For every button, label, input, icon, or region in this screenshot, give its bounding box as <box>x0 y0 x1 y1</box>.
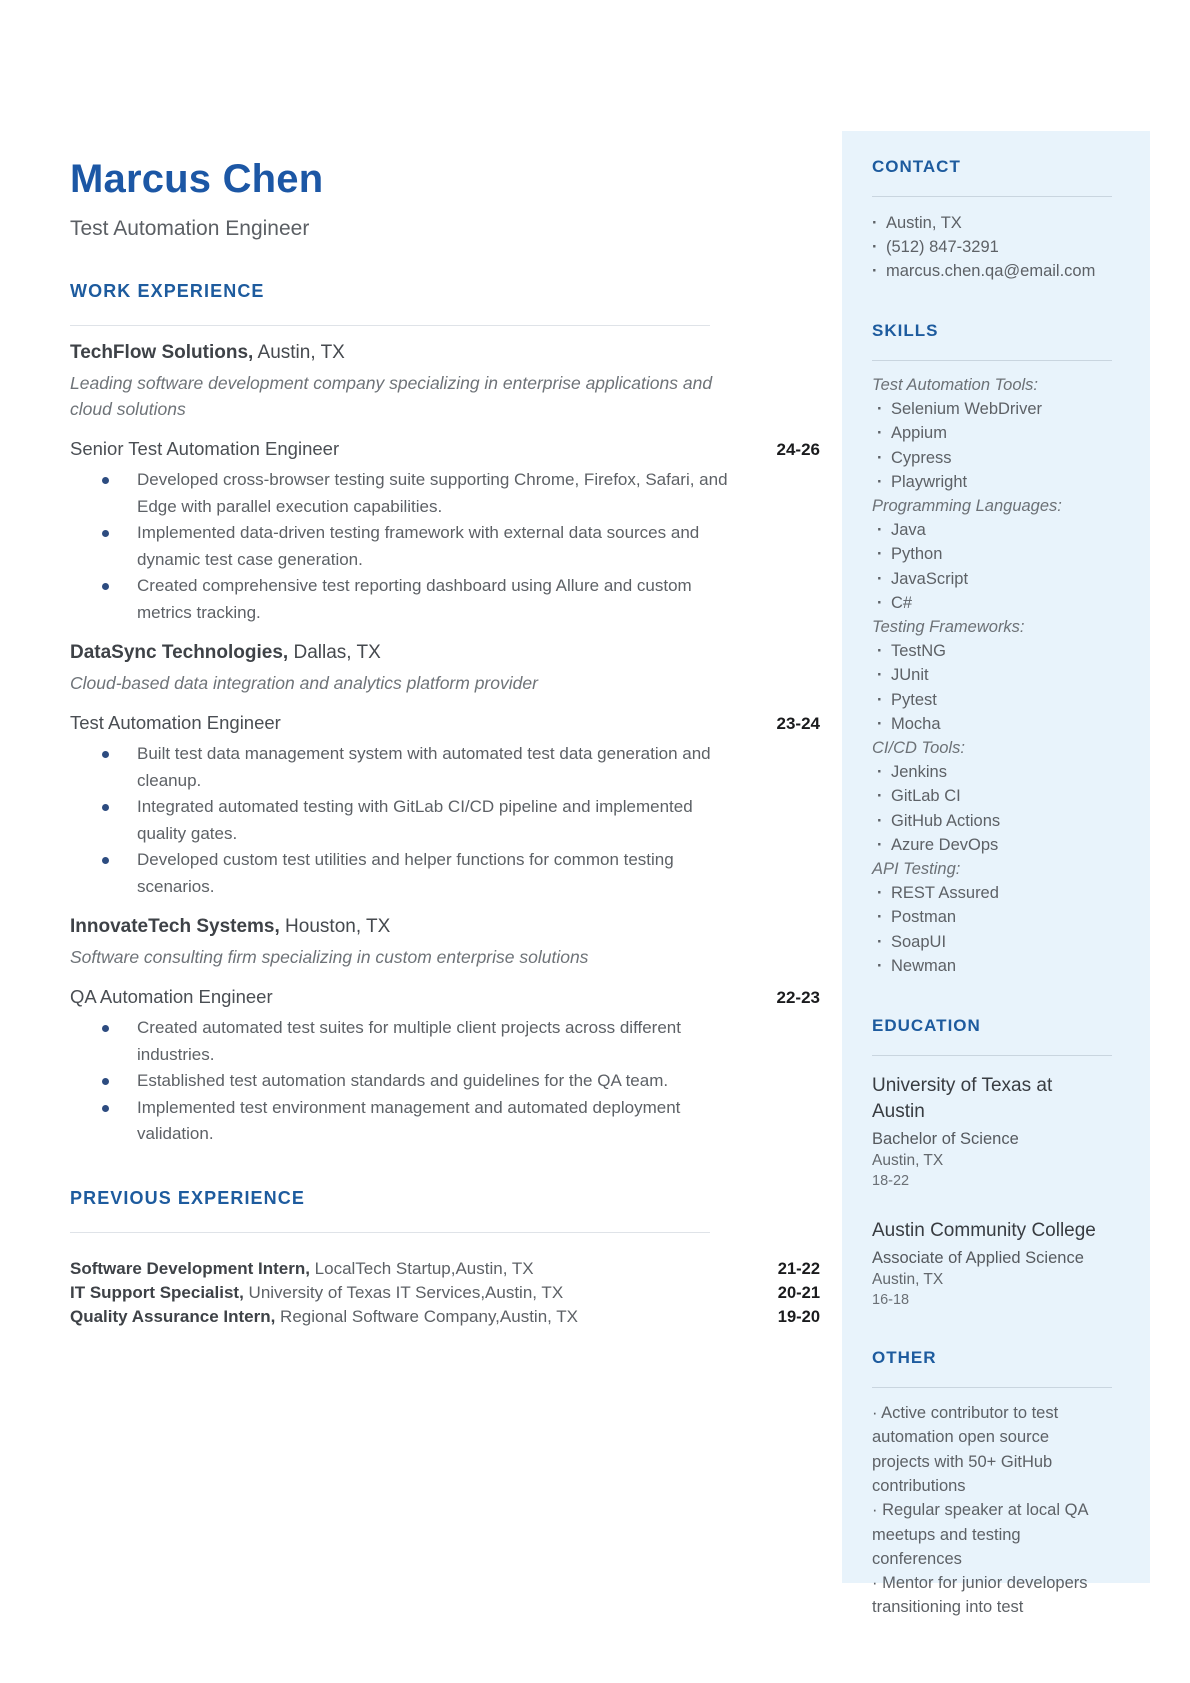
sidebar-divider <box>872 1387 1112 1388</box>
person-name: Marcus Chen <box>70 157 324 201</box>
sidebar <box>872 131 1134 1620</box>
school-degree: Bachelor of Science <box>872 1130 1019 1149</box>
skill-category-label: Test Automation Tools: <box>872 376 1039 394</box>
school-degree: Associate of Applied Science <box>872 1249 1084 1268</box>
company-description: Software consulting firm specializing in custom enterprise solutions <box>70 947 589 967</box>
job-bullet: Developed custom test utilities and helper functions for common testing scenarios. <box>70 847 737 900</box>
skill-item: · Jenkins <box>872 760 1134 784</box>
skill-group <box>872 736 1134 857</box>
company-name: InnovateTech Systems, <box>70 916 280 937</box>
main-column <box>70 0 820 1329</box>
previous-experience-row <box>70 1257 820 1281</box>
skill-item: · Newman <box>872 954 1134 978</box>
company-location: Houston, TX <box>279 916 391 937</box>
section-divider <box>70 325 710 326</box>
job-title-row <box>70 712 820 734</box>
previous-dates: 19-20 <box>777 1307 820 1326</box>
previous-role: Quality Assurance Intern, <box>70 1306 276 1326</box>
skill-item: · Selenium WebDriver <box>872 397 1134 421</box>
skill-item: · Azure DevOps <box>872 833 1134 857</box>
job-bullet: Developed cross-browser testing suite supporting Chrome, Firefox, Safari, and Edge with parallel execution capabilities. <box>70 467 737 520</box>
work-experience-list <box>70 341 820 1148</box>
skill-category-label: API Testing: <box>872 860 961 879</box>
skill-category-label: Programming Languages: <box>872 497 1062 516</box>
school-name: University of Texas at Austin <box>872 1075 1053 1123</box>
previous-organization: Regional Software Company,Austin, TX <box>275 1306 579 1326</box>
skills-list <box>872 373 1134 978</box>
skill-items <box>872 881 1134 978</box>
job-title-row <box>70 986 820 1008</box>
skill-category-label: Testing Frameworks: <box>872 618 1025 637</box>
skill-item: · JUnit <box>872 663 1134 687</box>
previous-experience-row <box>70 1305 820 1329</box>
company-line <box>70 915 820 939</box>
company-location: Dallas, TX <box>288 642 381 663</box>
company-description: Leading software development company specializing in enterprise applications and cloud solutions <box>70 373 713 419</box>
other-item: · Active contributor to test automation open source projects with 50+ GitHub contributions <box>872 1401 1109 1498</box>
job-bullet: Implemented test environment management and automated deployment validation. <box>70 1095 737 1148</box>
contact-item: · marcus.chen.qa@email.com <box>872 259 1134 283</box>
education-list <box>872 1073 1134 1310</box>
other-list <box>872 1401 1109 1620</box>
person-title: Test Automation Engineer <box>70 217 310 240</box>
sidebar-divider <box>872 360 1112 361</box>
skill-group <box>872 494 1134 615</box>
skill-category-label: CI/CD Tools: <box>872 739 965 758</box>
education-entry <box>872 1073 1134 1191</box>
job-bullet: Integrated automated testing with GitLab CI/CD pipeline and implemented quality gates. <box>70 794 737 847</box>
school-location: Austin, TX <box>872 1271 944 1289</box>
job-bullet: Created comprehensive test reporting dashboard using Allure and custom metrics tracking. <box>70 573 737 626</box>
other-item: · Regular speaker at local QA meetups and testing conferences <box>872 1498 1109 1571</box>
previous-experience-list <box>70 1257 820 1329</box>
skills-heading: SKILLS <box>872 321 939 340</box>
sidebar-divider <box>872 196 1112 197</box>
skill-group <box>872 615 1134 736</box>
skill-item: · Java <box>872 518 1134 542</box>
work-experience-heading: WORK EXPERIENCE <box>70 281 265 301</box>
other-heading: OTHER <box>872 1348 937 1368</box>
job-title: Test Automation Engineer <box>70 712 281 733</box>
contact-item: · Austin, TX <box>872 211 1134 235</box>
skill-item: · REST Assured <box>872 881 1134 905</box>
skill-item: · Appium <box>872 421 1134 445</box>
skill-group <box>872 373 1134 494</box>
previous-role: Software Development Intern, <box>70 1258 310 1278</box>
contact-heading: CONTACT <box>872 157 961 176</box>
skill-item: · Postman <box>872 905 1134 929</box>
sidebar-divider <box>872 1055 1112 1056</box>
job-bullet: Implemented data-driven testing framework with external data sources and dynamic test case generation. <box>70 520 737 573</box>
work-experience-entry <box>70 641 820 900</box>
job-bullet: Created automated test suites for multiple client projects across different industries. <box>70 1015 737 1068</box>
skill-items <box>872 639 1134 736</box>
company-description: Cloud-based data integration and analytics platform provider <box>70 673 538 693</box>
previous-experience-heading: PREVIOUS EXPERIENCE <box>70 1187 305 1208</box>
company-line <box>70 641 820 665</box>
previous-dates: 21-22 <box>777 1259 820 1278</box>
previous-organization: LocalTech Startup,Austin, TX <box>309 1258 534 1278</box>
job-title: QA Automation Engineer <box>70 986 273 1007</box>
job-title-row <box>70 438 820 460</box>
skill-items <box>872 760 1134 857</box>
company-name: DataSync Technologies, <box>70 642 289 663</box>
previous-dates: 20-21 <box>777 1283 820 1302</box>
education-entry <box>872 1218 1134 1310</box>
school-name: Austin Community College <box>872 1220 1096 1242</box>
skill-item: · TestNG <box>872 639 1134 663</box>
skill-item: · Pytest <box>872 688 1134 712</box>
skill-item: · JavaScript <box>872 567 1134 591</box>
skill-items <box>872 397 1134 494</box>
skill-item: · Mocha <box>872 712 1134 736</box>
skill-item: · GitLab CI <box>872 784 1134 808</box>
work-experience-entry <box>70 341 820 626</box>
job-bullet-list <box>70 467 820 626</box>
job-dates: 23-24 <box>776 714 820 733</box>
job-dates: 24-26 <box>776 440 820 459</box>
contact-list <box>872 211 1134 283</box>
job-bullet-list <box>70 1015 820 1148</box>
previous-role: IT Support Specialist, <box>70 1282 244 1302</box>
previous-experience-row <box>70 1281 820 1305</box>
skill-group <box>872 857 1134 978</box>
job-dates: 22-23 <box>776 988 820 1007</box>
skill-item: · C# <box>872 591 1134 615</box>
previous-role-line <box>70 1257 534 1281</box>
skill-item: · Playwright <box>872 470 1134 494</box>
skill-item: · Python <box>872 542 1134 566</box>
company-name: TechFlow Solutions, <box>70 342 254 363</box>
contact-item: · (512) 847-3291 <box>872 235 1134 259</box>
previous-organization: University of Texas IT Services,Austin, TX <box>243 1282 564 1302</box>
school-dates: 16-18 <box>872 1292 910 1309</box>
job-title: Senior Test Automation Engineer <box>70 438 340 459</box>
school-dates: 18-22 <box>872 1173 910 1190</box>
other-item: · Mentor for junior developers transitioning into test <box>872 1571 1109 1620</box>
job-bullet: Established test automation standards and guidelines for the QA team. <box>70 1068 737 1095</box>
job-bullet: Built test data management system with automated test data generation and cleanup. <box>70 741 737 794</box>
previous-role-line <box>70 1281 563 1305</box>
previous-role-line <box>70 1305 578 1329</box>
skill-item: · SoapUI <box>872 930 1134 954</box>
skill-items <box>872 518 1134 615</box>
job-bullet-list <box>70 741 820 900</box>
company-line <box>70 341 820 365</box>
company-location: Austin, TX <box>253 342 345 363</box>
work-experience-entry <box>70 915 820 1148</box>
skill-item: · GitHub Actions <box>872 809 1134 833</box>
education-heading: EDUCATION <box>872 1016 981 1036</box>
school-location: Austin, TX <box>872 1152 944 1170</box>
section-divider <box>70 1232 710 1233</box>
skill-item: · Cypress <box>872 446 1134 470</box>
